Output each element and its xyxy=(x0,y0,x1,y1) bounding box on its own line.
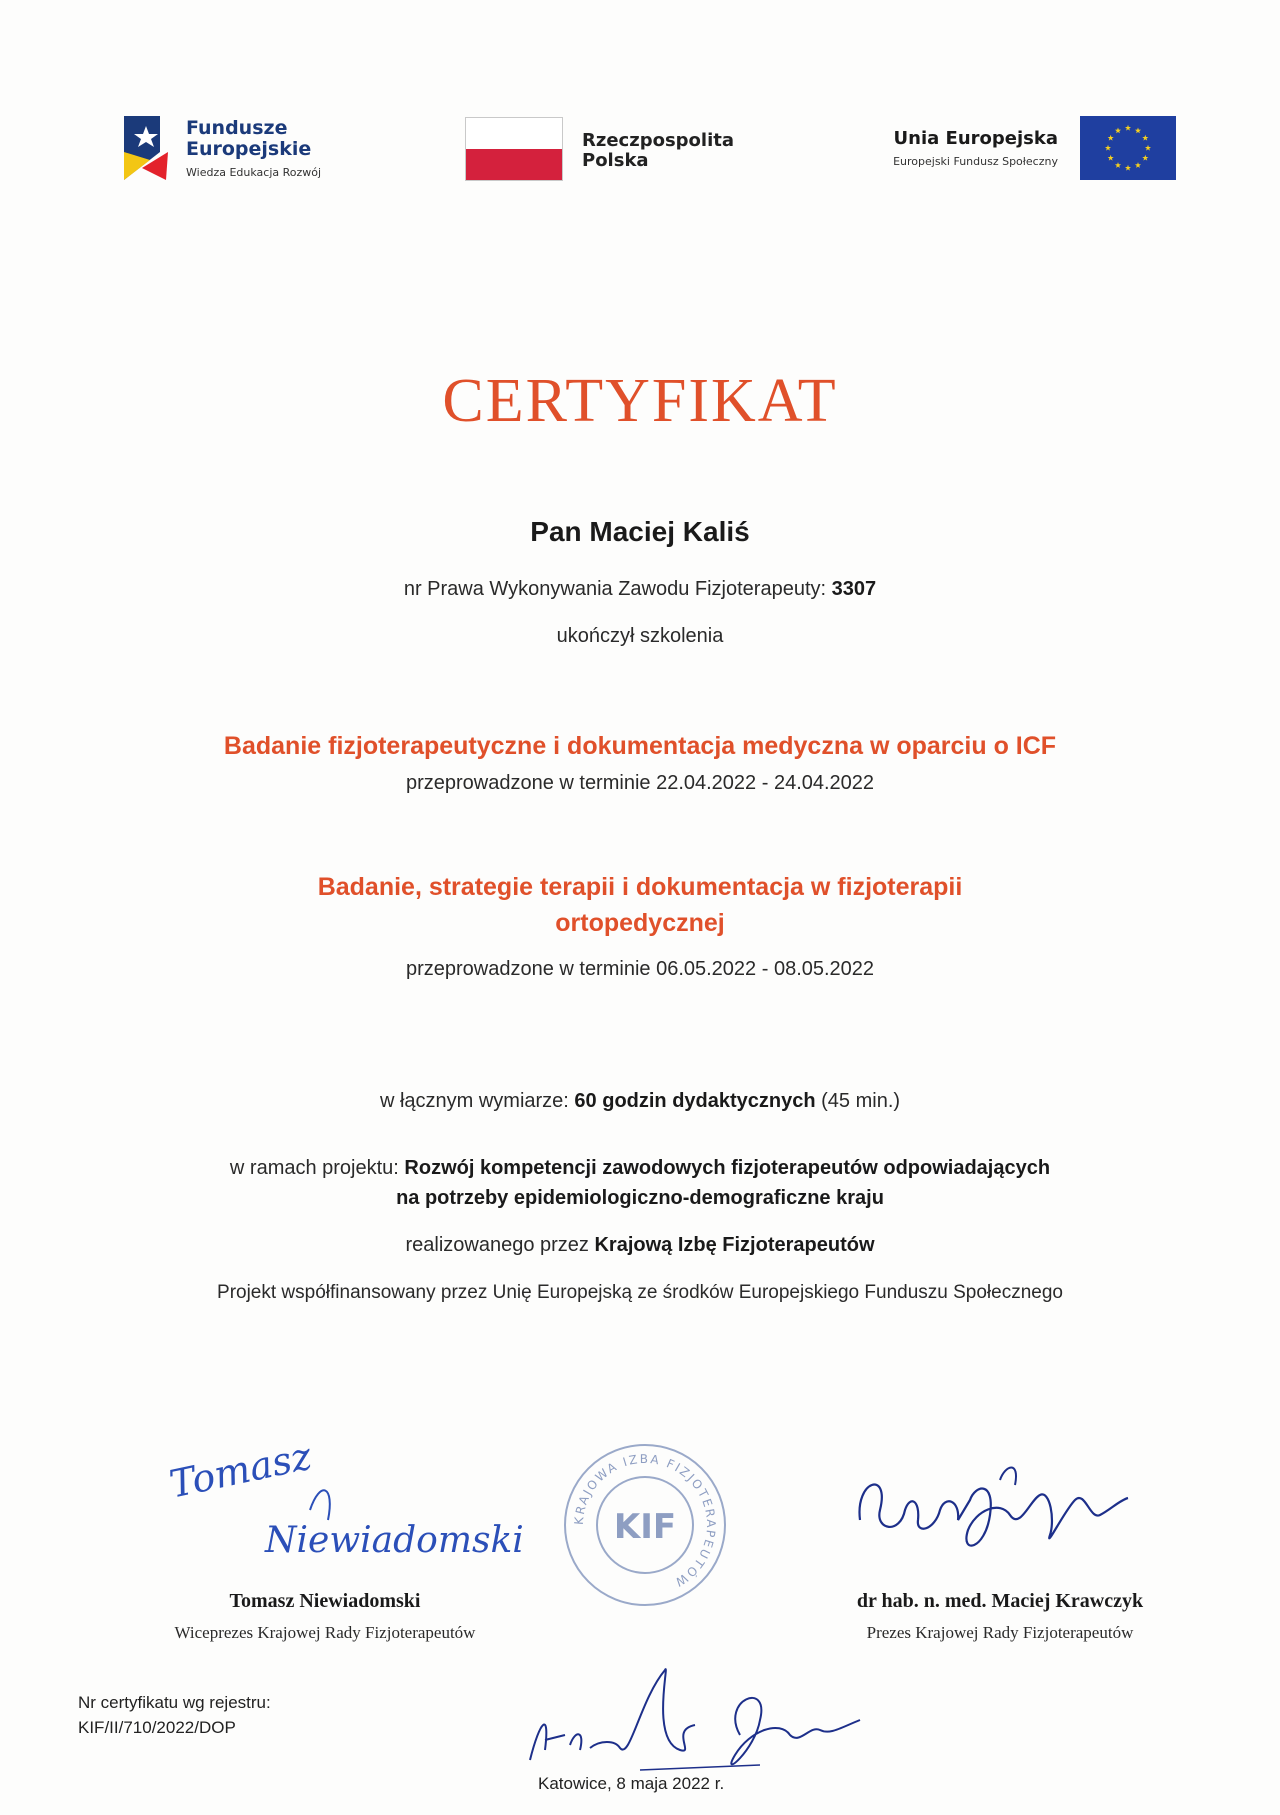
left-signer-role: Wiceprezes Krajowej Rady Fizjoterapeutów xyxy=(174,1623,476,1642)
course-2-title-line1: Badanie, strategie terapii i dokumentacja w fizjoterapii xyxy=(317,873,963,901)
left-signature-image xyxy=(160,1433,524,1580)
eu-subtitle: Europejski Fundusz Społeczny xyxy=(893,155,1058,168)
stamp-center-text: KIF xyxy=(613,1507,677,1547)
hours-prefix: w łącznym wymiarze: xyxy=(379,1090,575,1112)
realized-prefix: realizowanego przez xyxy=(405,1234,595,1256)
pwz-number: 3307 xyxy=(831,578,877,600)
right-signer xyxy=(780,1590,1220,1643)
fe-title-line2: Europejskie xyxy=(186,138,312,160)
course-2-title-line2: ortopedycznej xyxy=(555,909,725,937)
pl-line2: Polska xyxy=(582,150,649,171)
left-signature-word1: Tomasz xyxy=(165,1433,316,1507)
project-name-line2: na potrzeby epidemiologiczno-demograficzne kraju xyxy=(396,1187,884,1209)
realized-line xyxy=(60,1234,1220,1257)
place-date: Katowice, 8 maja 2022 r. xyxy=(538,1774,725,1793)
pwz-label: nr Prawa Wykonywania Zawodu Fizjoterapeuty: xyxy=(403,578,832,600)
project-prefix: w ramach projektu: xyxy=(229,1157,405,1179)
fe-title-line1: Fundusze xyxy=(186,117,288,139)
realized-by: Krajową Izbę Fizjoterapeutów xyxy=(594,1234,875,1256)
course-2-term: przeprowadzone w terminie 06.05.2022 - 08.05.2022 xyxy=(405,958,875,980)
registry-block xyxy=(78,1690,271,1740)
kif-stamp-icon xyxy=(560,1440,730,1610)
right-signer-name: dr hab. n. med. Maciej Krawczyk xyxy=(856,1590,1144,1612)
left-signer xyxy=(100,1590,550,1643)
fe-subtitle: Wiedza Edukacja Rozwój xyxy=(186,166,322,179)
fundusze-europejskie-text xyxy=(186,118,321,179)
certificate-title: CERTYFIKAT xyxy=(442,367,838,435)
polish-flag-icon xyxy=(465,117,563,181)
left-signer-name: Tomasz Niewiadomski xyxy=(229,1590,421,1612)
pl-line1: Rzeczpospolita xyxy=(582,130,734,151)
stamp-ring-text: KRAJOWA IZBA FIZJOTERAPEUTÓW xyxy=(571,1451,719,1591)
course-1-title: Badanie fizjoterapeutyczne i dokumentacja medyczna w oparciu o ICF xyxy=(223,732,1057,760)
eu-flag-icon xyxy=(1080,116,1176,180)
course-2-title xyxy=(60,869,1220,941)
project-line xyxy=(60,1153,1220,1213)
hours-line xyxy=(60,1090,1220,1113)
eu-title: Unia Europejska xyxy=(893,128,1058,149)
project-name-line1: Rozwój kompetencji zawodowych fizjoterapeutów odpowiadających xyxy=(404,1157,1051,1179)
bottom-signature-image xyxy=(520,1640,880,1790)
right-signature-image xyxy=(850,1440,1140,1570)
registry-label: Nr certyfikatu wg rejestru: xyxy=(78,1693,271,1712)
course-1-term: przeprowadzone w terminie 22.04.2022 - 24.04.2022 xyxy=(405,772,875,794)
completed-text: ukończył szkolenia xyxy=(556,625,724,647)
left-signature-word2: Niewiadomski xyxy=(265,1520,524,1561)
registry-number: KIF/II/710/2022/DOP xyxy=(78,1718,236,1737)
recipient-name: Pan Maciej Kaliś xyxy=(530,516,750,547)
rzeczpospolita-text xyxy=(582,131,734,171)
right-signer-role: Prezes Krajowej Rady Fizjoterapeutów xyxy=(866,1623,1134,1642)
funding-line: Projekt współfinansowany przez Unię Europejską ze środków Europejskiego Funduszu Społecznego xyxy=(217,1282,1063,1303)
pwz-line xyxy=(60,578,1220,601)
hours-value: 60 godzin dydaktycznych xyxy=(574,1090,816,1112)
fundusze-europejskie-logo-icon xyxy=(120,112,176,184)
hours-suffix: (45 min.) xyxy=(815,1090,901,1112)
eu-text xyxy=(893,128,1058,168)
